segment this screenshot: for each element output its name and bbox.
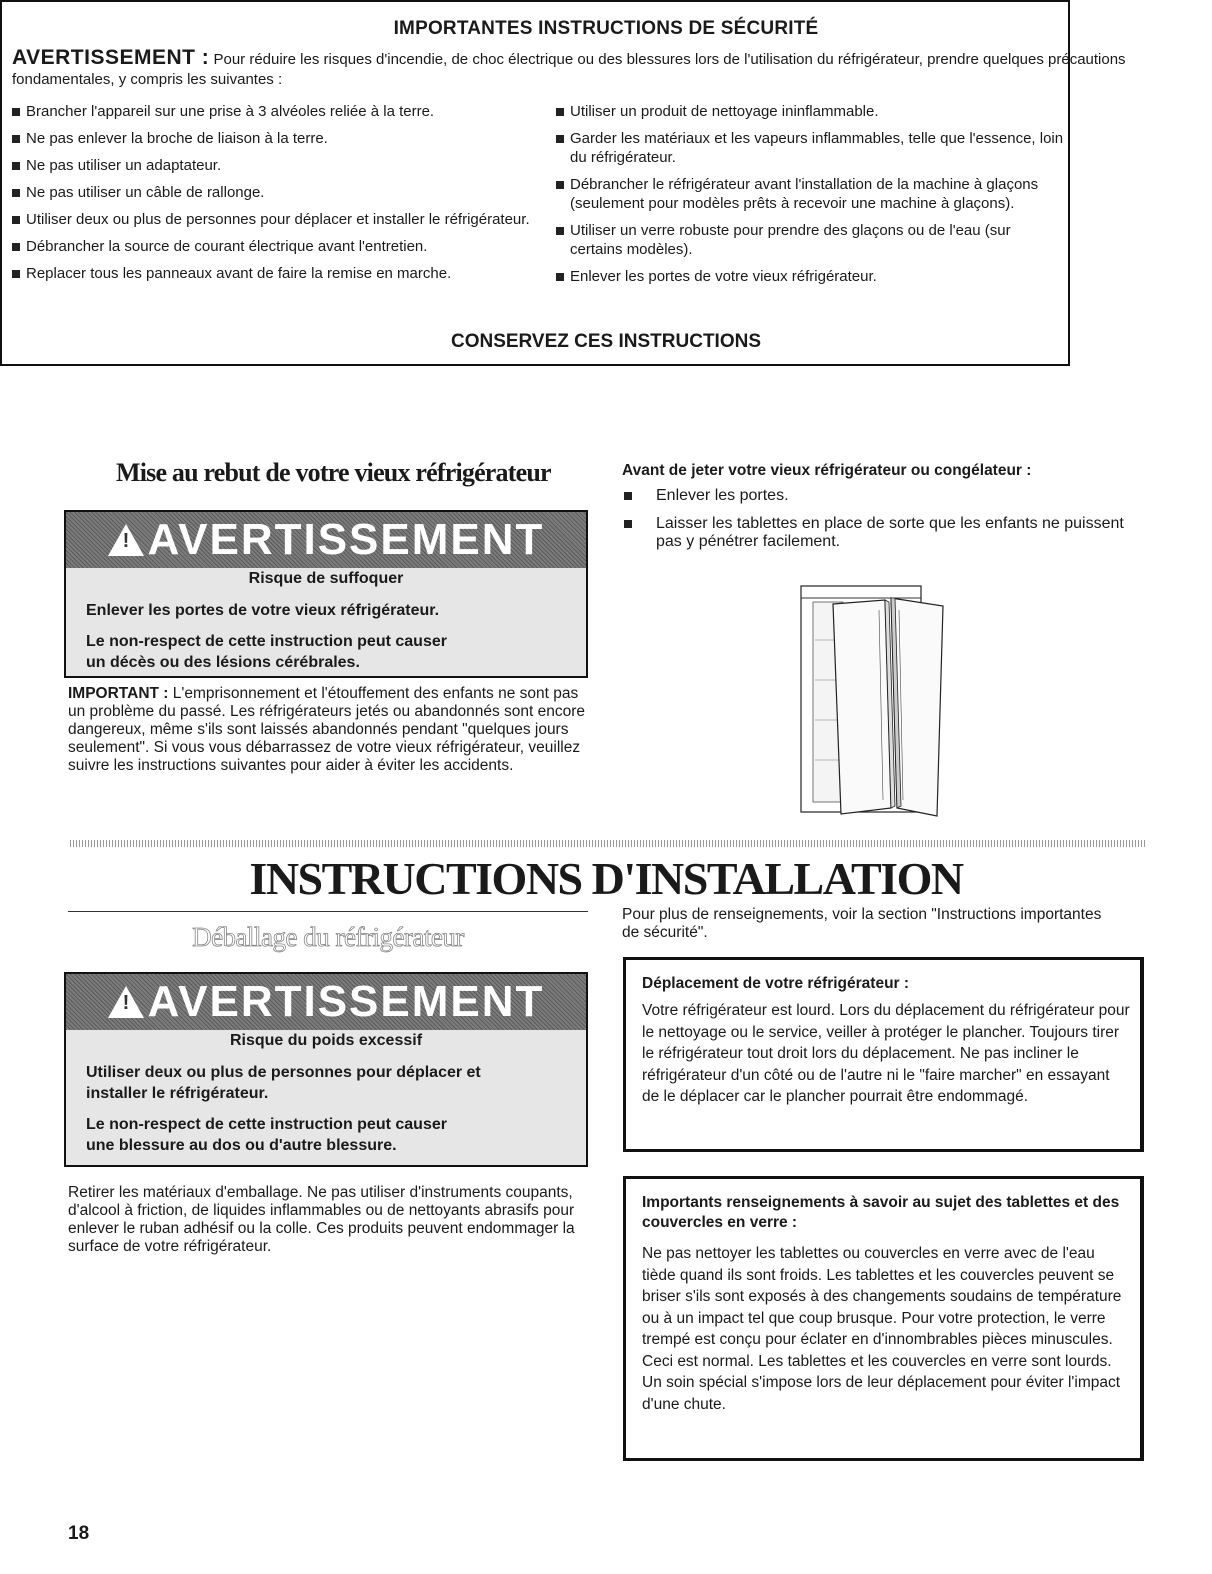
warning-line: Le non-respect de cette instruction peut causer [86,1116,447,1133]
list-item: Garder les matériaux et les vapeurs inflammables, telle que l'essence, loin du réfrigérateur. [544,129,1064,167]
bullet-icon [12,216,20,224]
list-item: Débrancher la source de courant électrique avant l'entretien. [0,237,540,256]
safety-intro-text: Pour réduire les risques d'incendie, de choc électrique ou des blessures lors de l'utilisation du réfrigérateur, prendre quelques précautions fondamentales, y compris les suivantes : [12,51,1126,88]
before-disposal-list [622,487,1132,561]
rule-line [68,911,588,912]
list-item: Brancher l'appareil sur une prise à 3 alvéoles reliée à la terre. [0,102,540,121]
section-divider [70,840,1146,847]
list-item: Utiliser deux ou plus de personnes pour déplacer et installer le réfrigérateur. [0,210,540,229]
warning-hazard: Risque de suffoquer [248,570,404,587]
before-disposal-heading: Avant de jeter votre vieux réfrigérateur ou congélateur : [622,462,1032,479]
warning-line: Le non-respect de cette instruction peut causer [86,633,447,650]
list-item: Replacer tous les panneaux avant de faire la remise en marche. [0,264,540,283]
glass-text: Ne pas nettoyer les tablettes ou couvercles en verre avec de l'eau tiède quand ils sont froids. Les tablettes et les couvercles peuvent se briser s'ils sont exposés à des changements soudains de température ou à un impact tel que coup brusque. Pour votre protection, le verre trempé est conçu pour éclater en d'innombrables pièces minuscules. Ceci est normal. Les tablettes et les couvercles en verre sont lourds. Un soin spécial s'impose lors de leur déplacement pour éviter l'impact d'une chute. [642,1245,1122,1413]
moving-heading: Déplacement de votre réfrigérateur : [642,975,910,992]
more-info-paragraph: Pour plus de renseignements, voir la section "Instructions importantes de sécurité". [622,906,1102,941]
safety-footer: CONSERVEZ CES INSTRUCTIONS [450,331,762,352]
list-item: Enlever les portes. [622,487,1132,505]
warning-triangle-icon: ! [108,524,144,556]
suffocation-warning-box [64,510,588,678]
glass-heading: Importants renseignements à savoir au sujet des tablettes et des couvercles en verre : [642,1194,1120,1231]
warning-hazard: Risque du poids excessif [229,1032,423,1049]
moving-fridge-box [623,957,1144,1152]
page-number: 18 [68,1523,90,1544]
list-item: Utiliser un verre robuste pour prendre des glaçons ou de l'eau (sur certains modèles). [544,221,1064,259]
important-text: L'emprisonnement et l'étouffement des enfants ne sont pas un problème du passé. Les réfrigérateurs jetés ou abandonnés sont encore dangereux, même s'ils sont laissés abandonnés pendant "quelques jours seulement". Si vous vous débarrassez de votre vieux réfrigérateur, veuillez suivre les instructions suivantes pour aider à éviter les accidents. [68,685,586,774]
safety-instructions-box [0,0,1126,366]
bullet-icon [556,108,564,116]
safety-title: IMPORTANTES INSTRUCTIONS DE SÉCURITÉ [393,18,819,39]
glass-shelves-box [623,1176,1144,1461]
safety-list-right [544,102,1064,294]
disposal-title: Mise au rebut de votre vieux réfrigérateur [116,458,551,487]
list-item: Ne pas utiliser un adaptateur. [0,156,540,175]
warning-triangle-icon: ! [108,986,144,1018]
bullet-icon [556,227,564,235]
bullet-icon [12,162,20,170]
warning-banner [66,974,586,1030]
warning-line: Enlever les portes de votre vieux réfrigérateur. [86,602,440,619]
bullet-icon [556,181,564,189]
moving-text: Votre réfrigérateur est lourd. Lors du déplacement du réfrigérateur pour le nettoyage ou le service, veiller à protéger le plancher. Toujours tirer le réfrigérateur tout droit lors du déplacement. Ne pas incliner le réfrigérateur d'un côté ou de l'autre ni le "faire marcher" en essayant de le déplacer car le plancher pourrait être endommagé. [642,1002,1130,1105]
bullet-icon [12,135,20,143]
weight-warning-box [64,972,588,1167]
list-item: Ne pas enlever la broche de liaison à la terre. [0,129,540,148]
bullet-icon [12,108,20,116]
warning-line: Utiliser deux ou plus de personnes pour déplacer et [86,1064,481,1081]
safety-intro [12,48,1192,90]
unpack-title: Déballage du réfrigérateur [192,922,464,952]
bullet-icon [12,189,20,197]
bullet-icon [624,492,632,500]
list-item: Débrancher le réfrigérateur avant l'installation de la machine à glaçons (seulement pour modèles prêts à recevoir une machine à glaçons). [544,175,1064,213]
list-item: Laisser les tablettes en place de sorte que les enfants ne puissent pas y pénétrer facilement. [622,515,1132,551]
warning-banner-text: AVERTISSEMENT [147,977,545,1026]
important-paragraph [68,685,590,775]
list-item: Enlever les portes de votre vieux réfrigérateur. [544,267,1064,286]
safety-warning-label: AVERTISSEMENT : [12,46,210,69]
bullet-icon [12,270,20,278]
refrigerator-doors-removed-illustration [793,580,958,820]
warning-line: un décès ou des lésions cérébrales. [86,654,360,671]
bullet-icon [556,273,564,281]
bullet-icon [556,135,564,143]
warning-line: une blessure au dos ou d'autre blessure. [86,1137,397,1154]
list-item: Utiliser un produit de nettoyage ininflammable. [544,102,1064,121]
warning-line: installer le réfrigérateur. [86,1085,269,1102]
warning-banner-text: AVERTISSEMENT [147,515,545,564]
unpack-paragraph: Retirer les matériaux d'emballage. Ne pas utiliser d'instruments coupants, d'alcool à friction, de liquides inflammables ou de nettoyants abrasifs pour enlever le ruban adhésif ou la colle. Ces produits peuvent endommager la surface de votre réfrigérateur. [68,1184,575,1255]
install-title: INSTRUCTIONS D'INSTALLATION [249,853,963,904]
warning-banner [66,512,586,568]
safety-list-left [0,102,540,291]
important-label: IMPORTANT : [68,685,169,702]
list-item: Ne pas utiliser un câble de rallonge. [0,183,540,202]
bullet-icon [12,243,20,251]
bullet-icon [624,520,632,528]
